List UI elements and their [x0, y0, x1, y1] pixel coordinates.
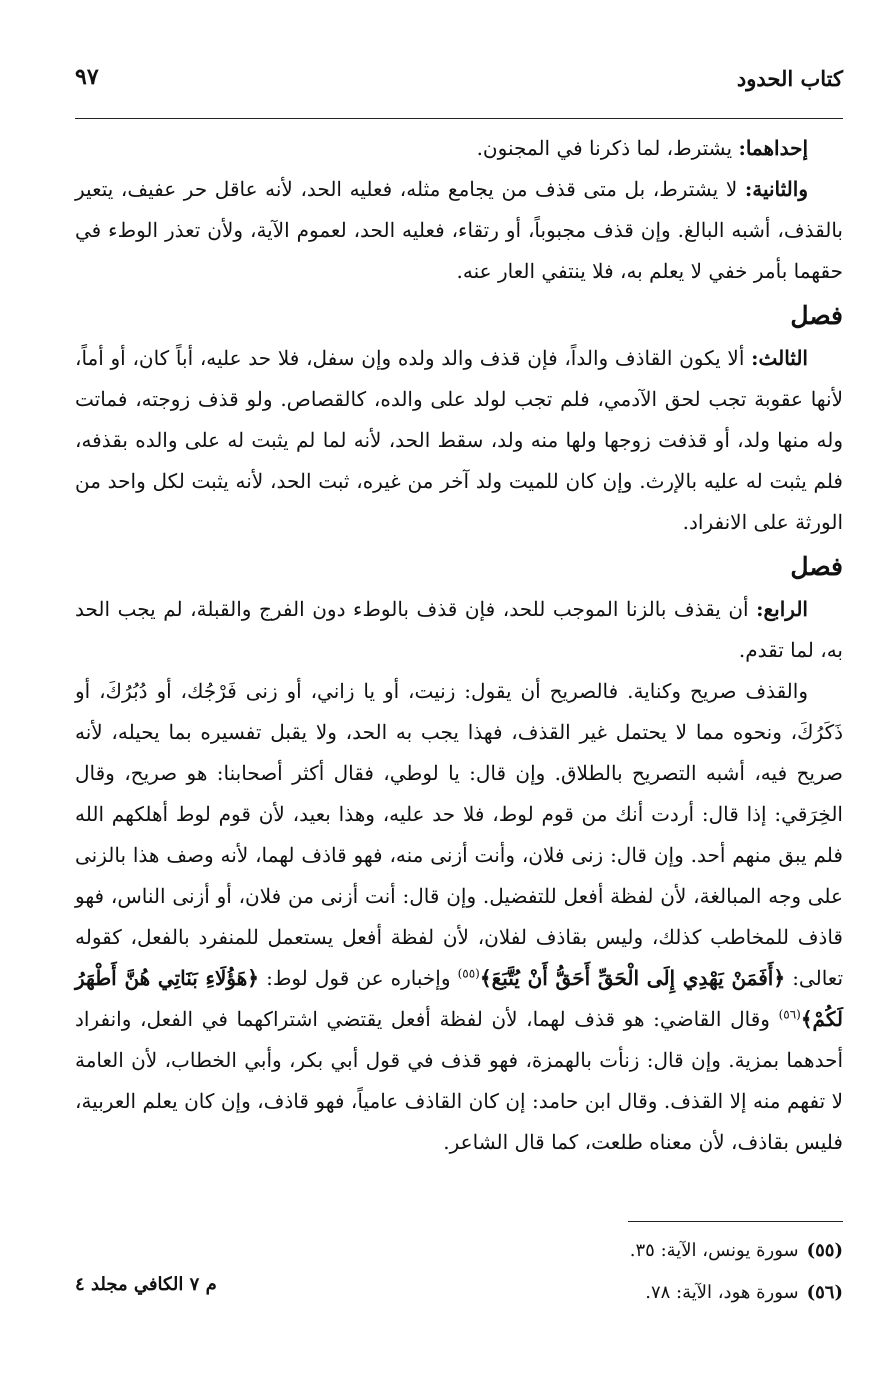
header-rule — [75, 118, 843, 119]
running-title: كتاب الحدود — [736, 66, 843, 91]
section-heading: فصل — [790, 301, 843, 330]
footnote-item — [75, 1230, 843, 1272]
footnote-text: سورة هود، الآية: ٧٨. — [645, 1282, 799, 1303]
paragraph-text: والقذف صريح وكناية. فالصريح أن يقول: زنيت، أو يا زاني، أو زنى فَرْجُك، أو دُبُرُكَ، أو ذَكَرُكَ، ونحوه مما لا يحتمل غير القذف، فهذا يجب به الحد، ولا يقبل تفسيره بما يحيله، لأنه صريح فيه، أشبه التصريح بالطلاق. وإن قال: يا لوطي، فقال أكثر أصحابنا: هو صريح، وقال الخِرَقي: إذا قال: أردت أنك من قوم لوط، فلا حد عليه، وهذا بعيد، لأن قوم لوط أهلكهم الله فلم يبق منهم أحد. وإن قال: زنى فلان، وأنت أزنى منه، فهو قاذف لهما، لأنه وصف هذا بالزنى على وجه المبالغة، لأن لفظة أفعل للتفضيل. وإن قال: أنت أزنى من فلان، أو أزنى الناس، فهو قاذف للمخاطب كذلك، وليس بقاذف لفلان، لأن لفظة أفعل يستعمل للمنفرد بالفعل، كقوله تعالى: — [75, 679, 844, 990]
page-number: ٩٧ — [75, 64, 99, 90]
quran-quote: ﴿هَؤُلَاءِ بَنَاتِي هُنَّ أَطْهَرُ لَكُمْ﴾ — [75, 966, 843, 1031]
section-heading: فصل — [790, 552, 843, 581]
paragraph-text: وقال القاضي: هو قذف لهما، لأن لفظة أفعل يقتضي اشتراكهما في الفعل، وانفراد أحدهما بمزية. وإن قال: زنأت بالهمزة، فهو قذف في قول أبي بكر، وأبي الخطاب، لأن العامة لا تفهم منه إلا القذف. وقال ابن حامد: إن كان القاذف عامياً، فهو قاذف، وإن كان يعلم العربية، فليس بقاذف، لأن معناه طلعت، كما قال الشاعر. — [75, 1007, 843, 1154]
footnotes — [75, 1230, 843, 1314]
paragraph-third-condition — [75, 338, 843, 543]
paragraph-fourth-condition — [75, 589, 843, 671]
paragraph-first-opinion — [75, 128, 843, 169]
quran-quote: ﴿أَفَمَنْ يَهْدِي إِلَى الْحَقِّ أَحَقُّ أَنْ يُتَّبَعَ﴾ — [479, 966, 786, 990]
footnote-number: (٥٥) — [806, 1240, 843, 1261]
paragraph-second-opinion — [75, 169, 843, 292]
paragraph-lead: الثالث: — [751, 346, 808, 370]
paragraph-qadhf-types — [75, 671, 843, 1163]
paragraph-lead: والثانية: — [744, 177, 808, 201]
footnote-marker[interactable]: (٥٥) — [457, 966, 480, 981]
footnote-text: سورة يونس، الآية: ٣٥. — [629, 1240, 799, 1261]
paragraph-lead: الرابع: — [756, 597, 808, 621]
paragraph-text: وإخباره عن قول لوط: — [258, 966, 458, 990]
paragraph-lead: إحداهما: — [738, 136, 808, 160]
paragraph-text: لا يشترط، بل متى قذف من يجامع مثله، فعليه الحد، لأنه عاقل حر عفيف، يتعير بالقذف، أشبه البالغ. وإن قذف مجبوباً، أو رتقاء، فعليه الحد، لعموم الآية، ولأن تعذر الوطء في حقهما بأمر خفي لا يعلم به، فلا ينتفي العار عنه. — [75, 177, 843, 283]
page-header — [75, 60, 843, 100]
paragraph-text: يشترط، لما ذكرنا في المجنون. — [476, 136, 739, 160]
paragraph-text: أن يقذف بالزنا الموجب للحد، فإن قذف بالوطء دون الفرج والقبلة، لم يجب الحد به، لما تقدم. — [75, 597, 843, 662]
body-text — [75, 128, 843, 1163]
footnote-marker[interactable]: (٥٦) — [778, 1007, 801, 1022]
printer-signature: م ٧ الكافي مجلد ٤ — [75, 1274, 217, 1295]
paragraph-text: ألا يكون القاذف والداً، فإن قذف والد ولده وإن سفل، فلا حد عليه، أباً كان، أو أماً، لأنها عقوبة تجب لحق الآدمي، فلم تجب لولد على والده، كالقصاص. ولو قذف زوجته، فماتت وله منها ولد، أو قذفت زوجها ولها منه ولد، سقط الحد، لأنه لما لم يثبت له على والده بقذفه، فلم يثبت له عليه بالإرث. وإن كان للميت ولد آخر من غيره، ثبت الحد، لأنه يثبت لكل واحد من الورثة على الانفراد. — [75, 346, 844, 534]
footnote-number: (٥٦) — [806, 1282, 843, 1303]
footnote-rule — [628, 1221, 843, 1222]
